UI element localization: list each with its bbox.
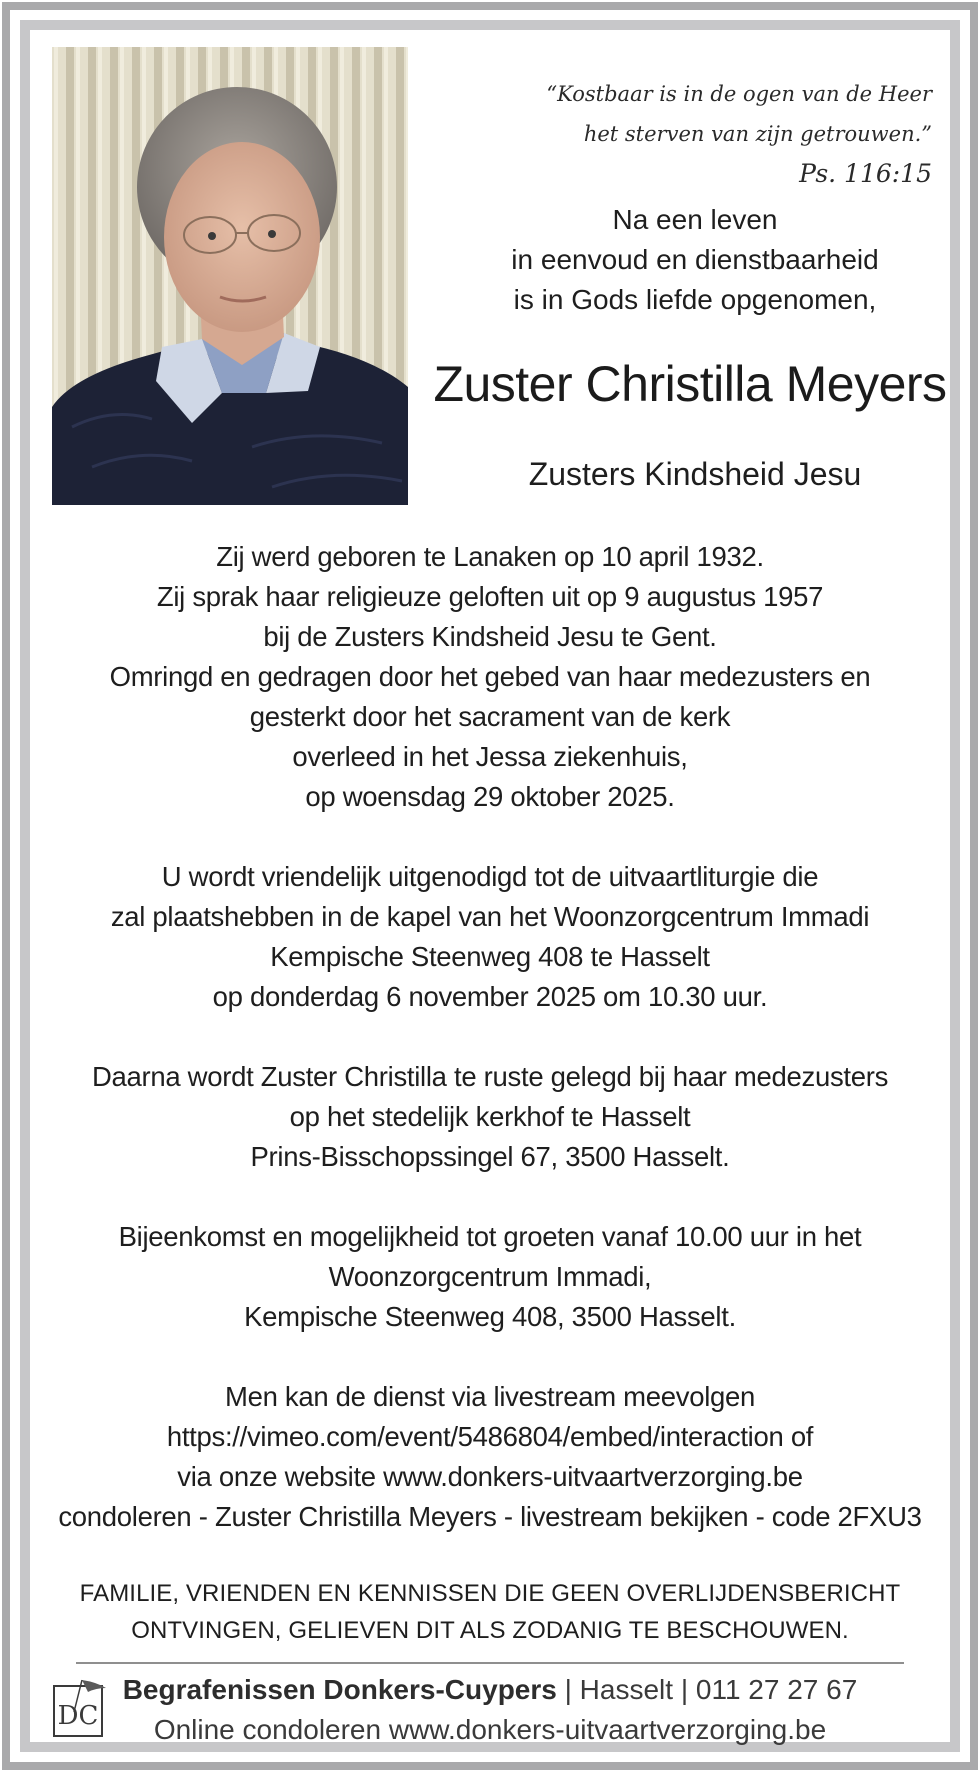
condolence-line: Online condoleren www.donkers-uitvaartverzorging.be xyxy=(153,1714,827,1745)
text-line: Bijeenkomst en mogelijkheid tot groeten vanaf 10.00 uur in het xyxy=(118,1221,862,1252)
notice-text xyxy=(40,1575,940,1649)
text-line: Kempische Steenweg 408, 3500 Hasselt. xyxy=(244,1301,736,1332)
notice-line: ONTVINGEN, GELIEVEN DIT ALS ZODANIG TE BESCHOUWEN. xyxy=(131,1617,849,1644)
funeral-home-logo xyxy=(52,1678,108,1740)
text-line: Omringd en gedragen door het gebed van haar medezusters en xyxy=(109,661,871,692)
notice-line: FAMILIE, VRIENDEN EN KENNISSEN DIE GEEN OVERLIJDENSBERICHT xyxy=(79,1580,901,1607)
portrait-photo xyxy=(52,47,408,505)
intro-text xyxy=(460,200,930,320)
text-line: overleed in het Jessa ziekenhuis, xyxy=(292,741,688,772)
text-line: Men kan de dienst via livestream meevolgen xyxy=(224,1381,756,1412)
intro-line: is in Gods liefde opgenomen, xyxy=(513,284,877,315)
text-line: U wordt vriendelijk uitgenodigd tot de uitvaartliturgie die xyxy=(161,861,819,892)
text-line: Daarna wordt Zuster Christilla te ruste gelegd bij haar medezusters xyxy=(91,1061,889,1092)
livestream-paragraph xyxy=(40,1377,940,1537)
quote-reference: Ps. 116:15 xyxy=(799,159,932,188)
quote-line-1: “Kostbaar is in de ogen van de Heer xyxy=(546,82,932,106)
logo-letters: DC xyxy=(57,1701,99,1731)
text-line: Zij werd geboren te Lanaken op 10 april 1932. xyxy=(216,541,764,572)
text-line: Woonzorgcentrum Immadi, xyxy=(328,1261,652,1292)
obituary-body xyxy=(40,537,940,1537)
website-line: via onze website www.donkers-uitvaartverzorging.be xyxy=(177,1461,803,1492)
text-line: Prins-Bisschopssingel 67, 3500 Hasselt. xyxy=(250,1141,730,1172)
text-line: op woensdag 29 oktober 2025. xyxy=(305,781,675,812)
text-line: op het stedelijk kerkhof te Hasselt xyxy=(289,1101,691,1132)
intro-line: Na een leven xyxy=(612,204,778,235)
intro-line: in eenvoud en dienstbaarheid xyxy=(511,244,879,275)
funeral-home-footer xyxy=(110,1670,870,1750)
text-line: bij de Zusters Kindsheid Jesu te Gent. xyxy=(263,621,717,652)
deceased-name: Zuster Christilla Meyers xyxy=(433,356,947,412)
text-line: condoleren - Zuster Christilla Meyers - livestream bekijken - code 2FXU3 xyxy=(58,1501,922,1532)
text-line: Zij sprak haar religieuze geloften uit op 9 augustus 1957 xyxy=(156,581,824,612)
text-line: op donderdag 6 november 2025 om 10.30 uur. xyxy=(212,981,768,1012)
text-line: zal plaatshebben in de kapel van het Woonzorgcentrum Immadi xyxy=(110,901,870,932)
funeral-paragraph xyxy=(40,857,940,1017)
gathering-paragraph xyxy=(40,1217,940,1337)
funeral-home-details: | Hasselt | 011 27 27 67 xyxy=(556,1674,858,1705)
livestream-link: https://vimeo.com/event/5486804/embed/interaction of xyxy=(166,1421,814,1452)
text-line: gesterkt door het sacrament van de kerk xyxy=(249,701,731,732)
bible-quote xyxy=(470,74,932,194)
life-paragraph xyxy=(40,537,940,817)
text-line: Kempische Steenweg 408 te Hasselt xyxy=(270,941,710,972)
burial-paragraph xyxy=(40,1057,940,1177)
funeral-home-name: Begrafenissen Donkers-Cuypers xyxy=(122,1674,557,1705)
congregation-name: Zusters Kindsheid Jesu xyxy=(528,456,862,492)
footer-divider xyxy=(76,1662,904,1664)
quote-line-2: het sterven van zijn getrouwen.” xyxy=(583,122,932,146)
